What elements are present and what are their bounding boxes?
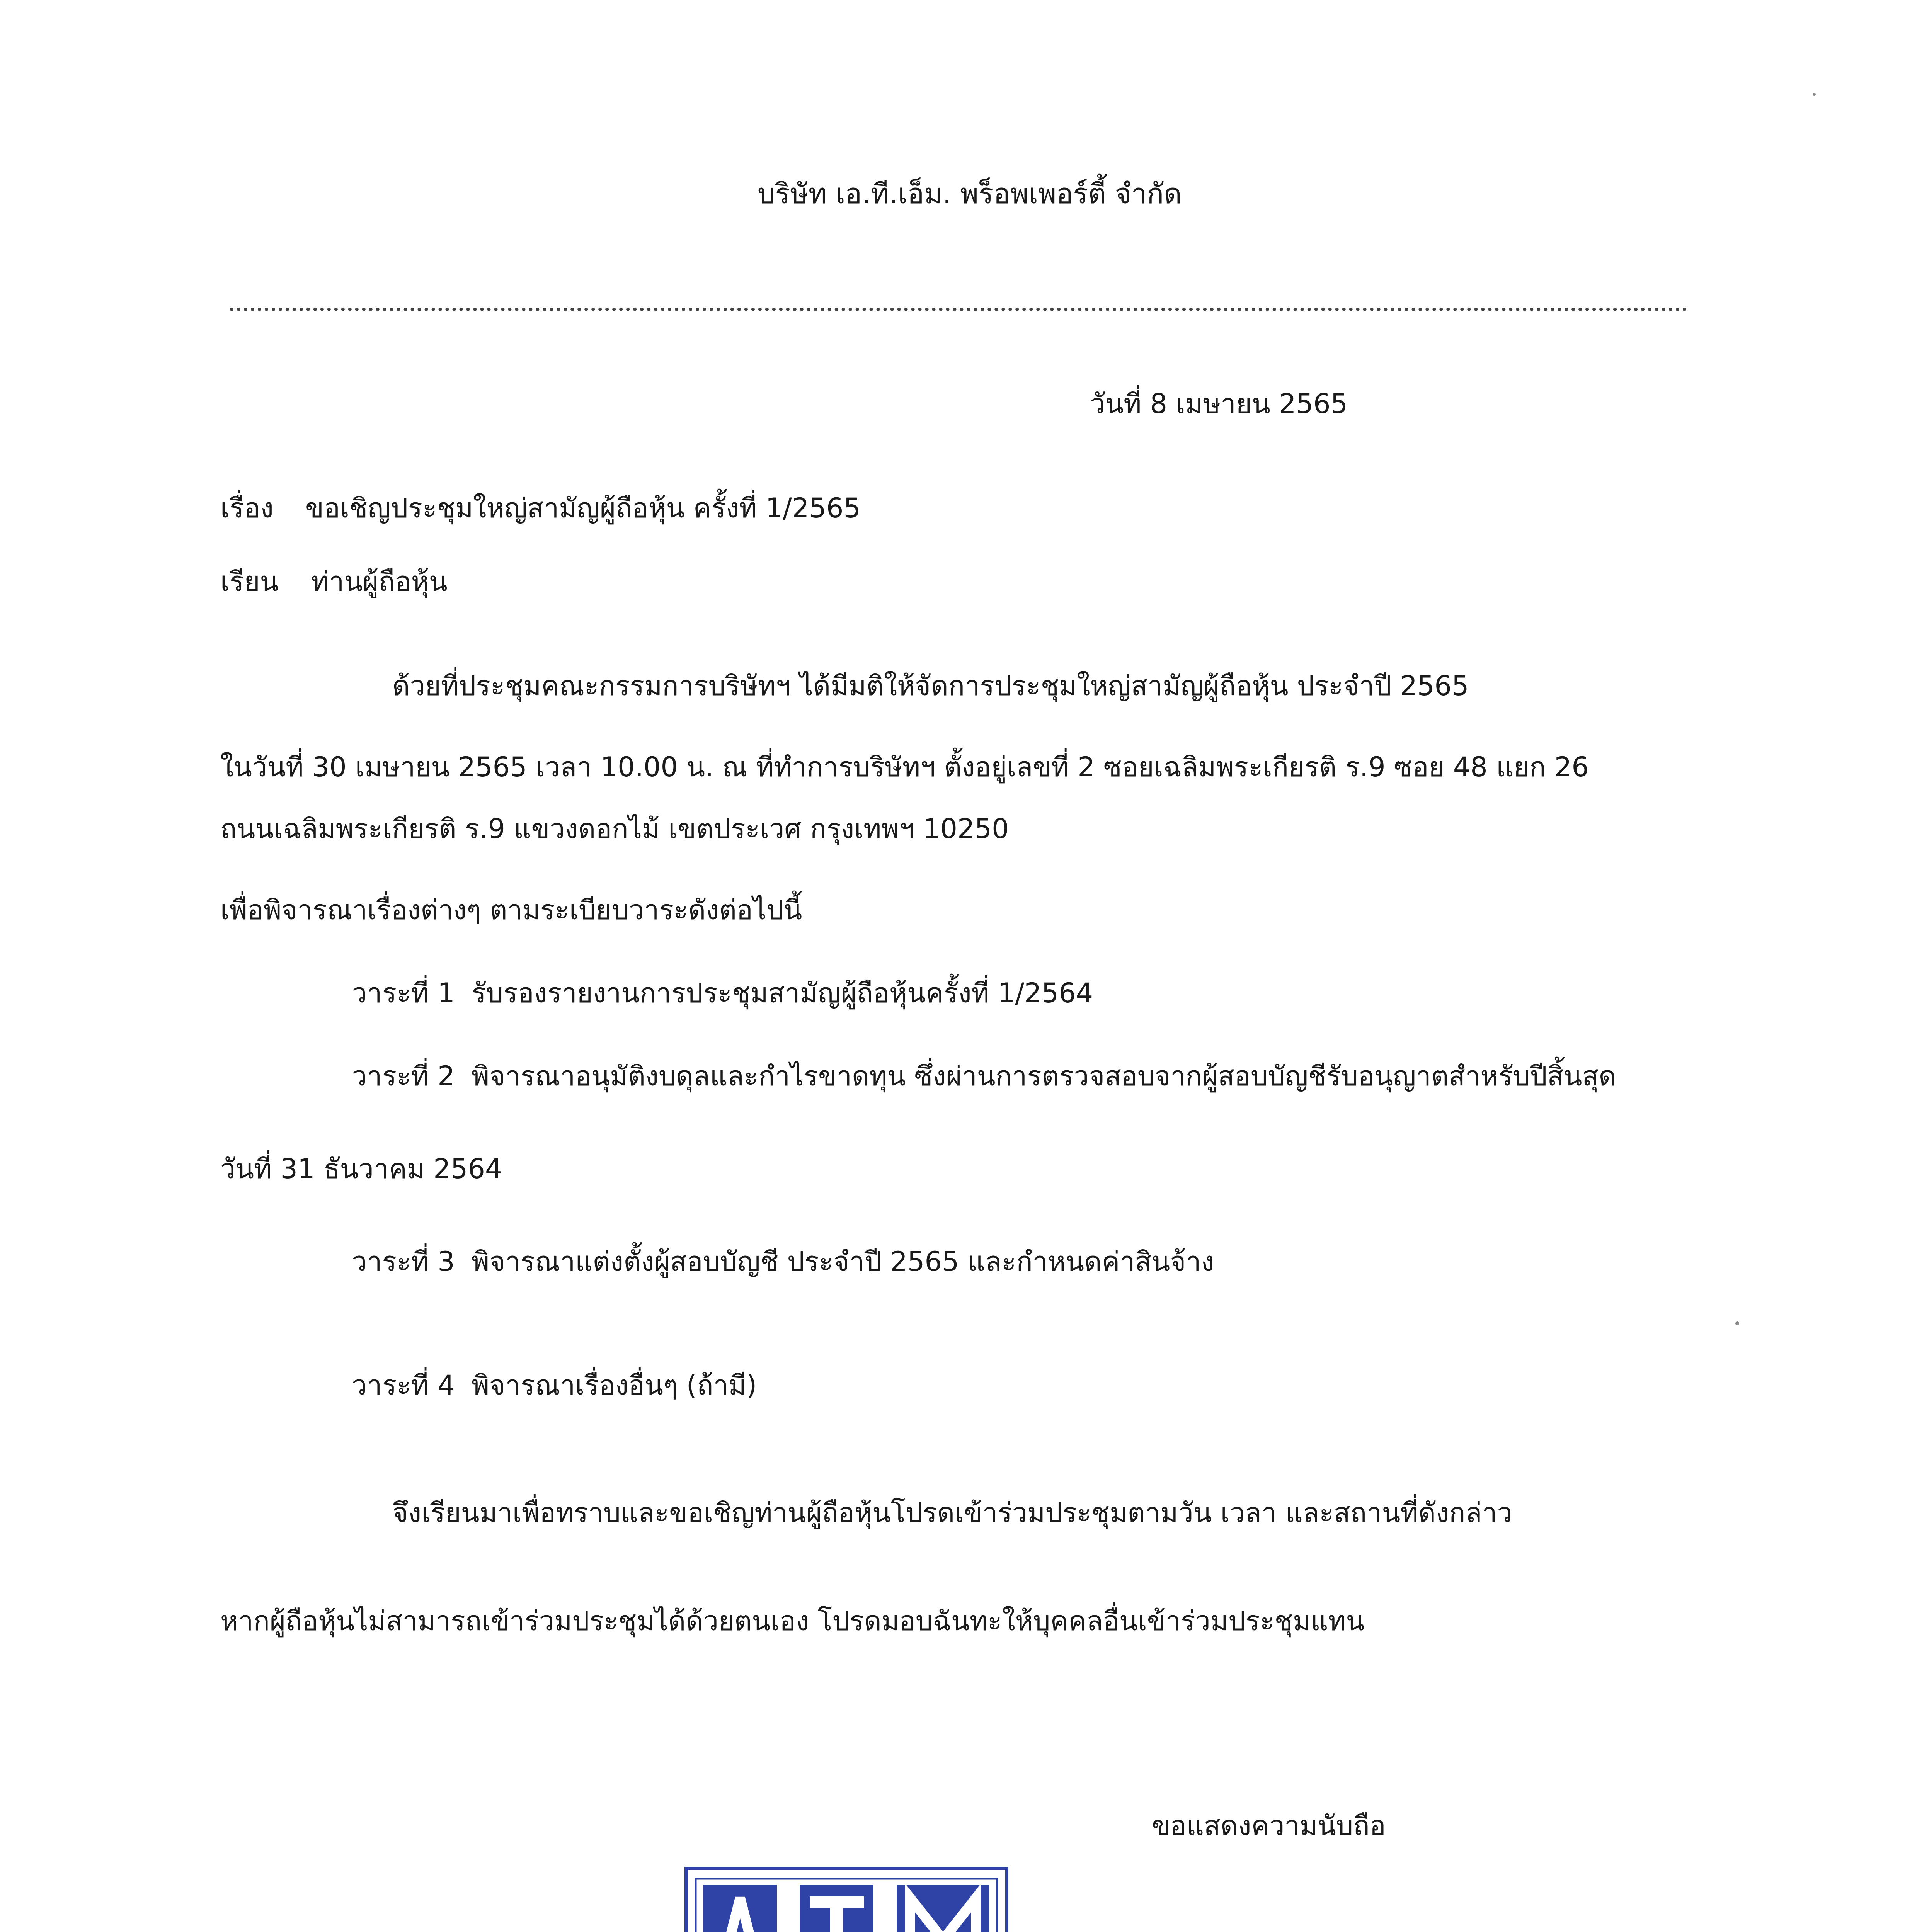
agenda-2-label: วาระที่ 2 [352,1060,455,1092]
closing-line: หากผู้ถือหุ้นไม่สามารถเข้าร่วมประชุมได้ด้วยตนเอง โปรดมอบฉันทะให้บุคคลอื่นเข้าร่วมประชุมแทน [220,1605,1365,1637]
closing-line: จึงเรียนมาเพื่อทราบและขอเชิญท่านผู้ถือหุ้นโปรดเข้าร่วมประชุมตามวัน เวลา และสถานที่ดังกล่าว [392,1497,1512,1529]
body-paragraph-line: ในวันที่ 30 เมษายน 2565 เวลา 10.00 น. ณ ที่ทำการบริษัทฯ ตั้งอยู่เลขที่ 2 ซอยเฉลิมพระเกียรติ ร.9 ซอย 48 แยก 26 [220,751,1589,783]
addressee-text: ท่านผู้ถือหุ้น [311,566,448,597]
agenda-3-label: วาระที่ 3 [352,1246,455,1277]
agenda-1-label: วาระที่ 1 [352,977,455,1009]
addressee-label: เรียน [220,566,279,597]
subject-text: ขอเชิญประชุมใหญ่สามัญผู้ถือหุ้น ครั้งที่ 1/2565 [305,492,861,524]
header-divider [230,308,1687,311]
agenda-4-label: วาระที่ 4 [352,1369,455,1401]
letter-date: วันที่ 8 เมษายน 2565 [1090,388,1348,420]
agenda-2-text: พิจารณาอนุมัติงบดุลและกำไรขาดทุน ซึ่งผ่านการตรวจสอบจากผู้สอบบัญชีรับอนุญาตสำหรับปีสิ้นสุด [472,1060,1616,1092]
subject-label: เรื่อง [220,492,274,524]
scan-speck [1813,93,1816,96]
agenda-4-text: พิจารณาเรื่องอื่นๆ (ถ้ามี) [472,1369,757,1401]
body-paragraph-line: ถนนเฉลิมพระเกียรติ ร.9 แขวงดอกไม้ เขตประเวศ กรุงเทพฯ 10250 [220,813,1009,845]
body-paragraph-line: เพื่อพิจารณาเรื่องต่างๆ ตามระเบียบวาระดังต่อไปนี้ [220,894,802,926]
body-paragraph-line: ด้วยที่ประชุมคณะกรรมการบริษัทฯ ได้มีมติให้จัดการประชุมใหญ่สามัญผู้ถือหุ้น ประจำปี 2565 [392,670,1469,702]
agenda-2-continuation: วันที่ 31 ธันวาคม 2564 [220,1153,502,1185]
agenda-3-text: พิจารณาแต่งตั้งผู้สอบบัญชี ประจำปี 2565 และกำหนดค่าสินจ้าง [472,1246,1214,1277]
company-stamp [684,1866,1009,1932]
agenda-1-text: รับรองรายงานการประชุมสามัญผู้ถือหุ้นครั้งที่ 1/2564 [472,977,1093,1009]
regards-text: ขอแสดงความนับถือ [1152,1810,1386,1842]
scan-speck [1735,1321,1739,1325]
company-header: บริษัท เอ.ที.เอ็ม. พร็อพเพอร์ตี้ จำกัด [758,177,1182,210]
